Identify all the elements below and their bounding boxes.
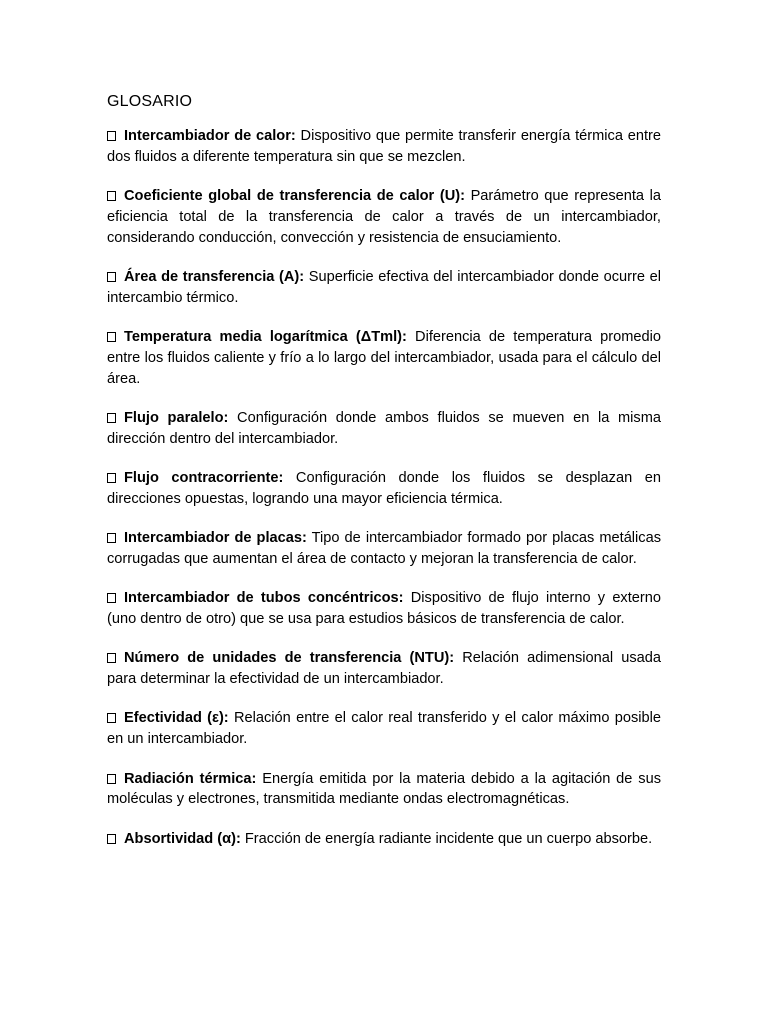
glossary-definition: Diferencia de temperatura promedio entre los fluidos caliente y frío a lo largo del intercambiador, usada para el cálculo del área. [107,329,661,387]
checkbox-bullet-icon [107,473,116,483]
glossary-definition: Energía emitida por la materia debido a la agitación de sus moléculas y electrones, transmitida mediante ondas electromagnéticas. [107,770,662,808]
glossary-entry [107,648,661,690]
glossary-term: Intercambiador de placas: [124,530,307,547]
checkbox-bullet-icon [107,533,116,543]
glossary-entry [107,528,661,570]
glossary-entry [107,408,661,450]
glossary-term: Efectividad (ε): [124,710,229,727]
glossary-definition: Relación adimensional usada para determinar la efectividad de un intercambiador. [107,650,661,688]
glossary-term: Intercambiador de tubos concéntricos: [124,590,404,607]
glossary-definition: Dispositivo de flujo interno y externo (uno dentro de otro) que se usa para estudios básicos de transferencia de calor. [107,590,661,628]
document-title: GLOSARIO [107,93,193,110]
glossary-definition: Configuración donde los fluidos se desplazan en direcciones opuestas, logrando una mayor eficiencia térmica. [107,470,661,507]
glossary-definition: Relación entre el calor real transferido y el calor máximo posible en un intercambiador. [107,710,661,748]
glossary-entry [107,708,661,750]
glossary-definition: Parámetro que representa la eficiencia total de la transferencia de calor a través de un intercambiador, considerando conducción, convección y resistencia de ensuciamiento. [107,188,661,246]
glossary-entry [107,186,661,248]
glossary-term: Número de unidades de transferencia (NTU): [124,650,455,667]
glossary-term: Coeficiente global de transferencia de calor (U): [124,188,465,205]
glossary-term: Flujo contracorriente: [124,470,284,487]
glossary-entry [107,126,661,168]
glossary-definition: Tipo de intercambiador formado por placas metálicas corrugadas que aumentan el área de contacto y mejoran la transferencia de calor. [107,530,662,567]
checkbox-bullet-icon [107,593,116,603]
glossary-term: Intercambiador de calor: [124,128,296,144]
glossary-term: Área de transferencia (A): [124,268,305,285]
glossary-definition: Configuración donde ambos fluidos se mueven en la misma dirección dentro del intercambiador. [107,409,661,447]
glossary-term: Temperatura media logarítmica (ΔTml): [124,329,407,346]
glossary-term: Absortividad (α): [124,830,241,847]
glossary-entry [107,588,661,630]
glossary-term: Flujo paralelo: [124,409,229,426]
glossary-term: Radiación térmica: [124,770,257,787]
checkbox-bullet-icon [107,191,116,201]
glossary-entry [107,829,661,850]
glossary-definition: Dispositivo que permite transferir energía térmica entre dos fluidos a diferente temperatura sin que se mezclen. [107,128,661,165]
glossary-entry [107,468,661,510]
checkbox-bullet-icon [107,272,116,282]
glossary-entry [107,267,661,309]
checkbox-bullet-icon [107,834,116,844]
glossary-entry [107,769,661,811]
checkbox-bullet-icon [107,713,116,723]
glossary-definition: Superficie efectiva del intercambiador donde ocurre el intercambio térmico. [107,268,661,306]
glossary-definition: Fracción de energía radiante incidente que un cuerpo absorbe. [244,830,653,847]
checkbox-bullet-icon [107,332,116,342]
glossary-list [107,126,661,849]
checkbox-bullet-icon [107,653,116,663]
checkbox-bullet-icon [107,413,116,423]
checkbox-bullet-icon [107,774,116,784]
checkbox-bullet-icon [107,131,116,141]
glossary-entry [107,327,661,389]
